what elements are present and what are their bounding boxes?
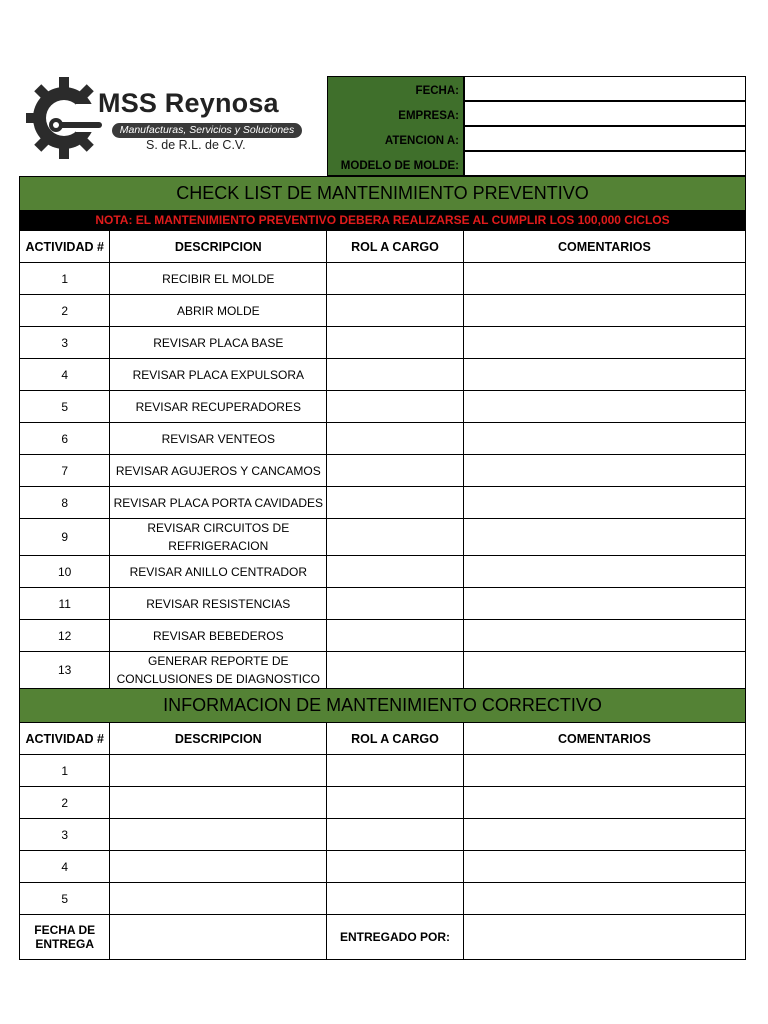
comments-cell[interactable]	[463, 652, 745, 689]
role-cell[interactable]	[327, 588, 464, 620]
delivery-date-label: FECHA DE ENTREGA	[20, 915, 110, 960]
comments-cell[interactable]	[463, 359, 745, 391]
description-cell[interactable]	[110, 819, 327, 851]
activity-description: REVISAR CIRCUITOS DE REFRIGERACION	[110, 519, 327, 556]
activity-description: REVISAR BEBEDEROS	[110, 620, 327, 652]
table-row	[20, 455, 746, 487]
table-row	[20, 327, 746, 359]
header-info-block	[327, 76, 746, 176]
comments-cell[interactable]	[463, 819, 745, 851]
delivery-row	[20, 915, 746, 960]
delivery-date-field[interactable]	[110, 915, 327, 960]
table-row	[20, 851, 746, 883]
activity-description: REVISAR AGUJEROS Y CANCAMOS	[110, 455, 327, 487]
empresa-label: EMPRESA:	[398, 110, 459, 122]
role-cell[interactable]	[327, 787, 464, 819]
comments-cell[interactable]	[463, 556, 745, 588]
role-cell[interactable]	[327, 295, 464, 327]
role-cell[interactable]	[327, 620, 464, 652]
comments-cell[interactable]	[463, 327, 745, 359]
role-cell[interactable]	[327, 327, 464, 359]
activity-description: REVISAR PLACA BASE	[110, 327, 327, 359]
header-labels	[327, 76, 464, 176]
role-cell[interactable]	[327, 851, 464, 883]
activity-description: REVISAR PLACA EXPULSORA	[110, 359, 327, 391]
col-header-rol: ROL A CARGO	[327, 723, 464, 755]
comments-cell[interactable]	[463, 263, 745, 295]
activity-number: 1	[20, 755, 110, 787]
activity-description: REVISAR RECUPERADORES	[110, 391, 327, 423]
table-row	[20, 652, 746, 689]
activity-number: 11	[20, 588, 110, 620]
role-cell[interactable]	[327, 391, 464, 423]
fecha-label: FECHA:	[415, 85, 459, 97]
role-cell[interactable]	[327, 455, 464, 487]
col-header-descripcion: DESCRIPCION	[110, 231, 327, 263]
table-row	[20, 263, 746, 295]
activity-description: REVISAR RESISTENCIAS	[110, 588, 327, 620]
activity-number: 8	[20, 487, 110, 519]
comments-cell[interactable]	[463, 588, 745, 620]
comments-cell[interactable]	[463, 620, 745, 652]
activity-description: ABRIR MOLDE	[110, 295, 327, 327]
fecha-field[interactable]	[464, 76, 746, 101]
table-row	[20, 883, 746, 915]
table-row	[20, 519, 746, 556]
activity-number: 10	[20, 556, 110, 588]
table-row	[20, 787, 746, 819]
preventive-title: CHECK LIST DE MANTENIMIENTO PREVENTIVO	[20, 177, 746, 211]
role-cell[interactable]	[327, 263, 464, 295]
activity-number: 5	[20, 391, 110, 423]
comments-cell[interactable]	[463, 391, 745, 423]
role-cell[interactable]	[327, 359, 464, 391]
activity-number: 13	[20, 652, 110, 689]
activity-description: REVISAR VENTEOS	[110, 423, 327, 455]
table-row	[20, 755, 746, 787]
table-row	[20, 819, 746, 851]
activity-number: 5	[20, 883, 110, 915]
atencion-field[interactable]	[464, 126, 746, 151]
comments-cell[interactable]	[463, 295, 745, 327]
preventive-header-row	[20, 231, 746, 263]
empresa-field[interactable]	[464, 101, 746, 126]
gear-wrench-icon	[26, 74, 106, 164]
description-cell[interactable]	[110, 883, 327, 915]
delivered-by-field[interactable]	[463, 915, 745, 960]
comments-cell[interactable]	[463, 851, 745, 883]
activity-number: 4	[20, 359, 110, 391]
activity-number: 9	[20, 519, 110, 556]
maintenance-checklist-table	[19, 176, 746, 960]
activity-number: 3	[20, 819, 110, 851]
atencion-label: ATENCION A:	[384, 135, 459, 147]
table-row	[20, 391, 746, 423]
role-cell[interactable]	[327, 819, 464, 851]
activity-number: 1	[20, 263, 110, 295]
comments-cell[interactable]	[463, 519, 745, 556]
table-row	[20, 620, 746, 652]
activity-description: RECIBIR EL MOLDE	[110, 263, 327, 295]
table-row	[20, 556, 746, 588]
comments-cell[interactable]	[463, 455, 745, 487]
col-header-comentarios: COMENTARIOS	[463, 723, 745, 755]
role-cell[interactable]	[327, 755, 464, 787]
col-header-actividad: ACTIVIDAD #	[20, 723, 110, 755]
brand-legal-name: S. de R.L. de C.V.	[146, 138, 246, 152]
col-header-actividad: ACTIVIDAD #	[20, 231, 110, 263]
activity-number: 2	[20, 295, 110, 327]
role-cell[interactable]	[327, 519, 464, 556]
activity-number: 4	[20, 851, 110, 883]
activity-number: 2	[20, 787, 110, 819]
comments-cell[interactable]	[463, 423, 745, 455]
table-row	[20, 588, 746, 620]
activity-description: GENERAR REPORTE DE CONCLUSIONES DE DIAGNOSTICO	[110, 652, 327, 689]
brand-tagline: Manufacturas, Servicios y Soluciones	[112, 123, 302, 138]
role-cell[interactable]	[327, 556, 464, 588]
delivered-by-label: ENTREGADO POR:	[327, 915, 464, 960]
description-cell[interactable]	[110, 787, 327, 819]
col-header-rol: ROL A CARGO	[327, 231, 464, 263]
comments-cell[interactable]	[463, 787, 745, 819]
col-header-descripcion: DESCRIPCION	[110, 723, 327, 755]
preventive-note: NOTA: EL MANTENIMIENTO PREVENTIVO DEBERA REALIZARSE AL CUMPLIR LOS 100,000 CICLOS	[20, 211, 746, 231]
company-logo	[26, 74, 316, 164]
role-cell[interactable]	[327, 487, 464, 519]
role-cell[interactable]	[327, 883, 464, 915]
activity-number: 6	[20, 423, 110, 455]
activity-number: 12	[20, 620, 110, 652]
activity-number: 3	[20, 327, 110, 359]
description-cell[interactable]	[110, 851, 327, 883]
corrective-header-row	[20, 723, 746, 755]
table-row	[20, 295, 746, 327]
activity-description: REVISAR ANILLO CENTRADOR	[110, 556, 327, 588]
description-cell[interactable]	[110, 755, 327, 787]
brand-name: MSS Reynosa	[98, 88, 279, 118]
col-header-comentarios: COMENTARIOS	[463, 231, 745, 263]
comments-cell[interactable]	[463, 755, 745, 787]
activity-description: REVISAR PLACA PORTA CAVIDADES	[110, 487, 327, 519]
modelo-molde-label: MODELO DE MOLDE:	[340, 160, 459, 172]
role-cell[interactable]	[327, 423, 464, 455]
table-row	[20, 359, 746, 391]
table-row	[20, 423, 746, 455]
comments-cell[interactable]	[463, 883, 745, 915]
role-cell[interactable]	[327, 652, 464, 689]
corrective-title: INFORMACION DE MANTENIMIENTO CORRECTIVO	[20, 689, 746, 723]
activity-number: 7	[20, 455, 110, 487]
comments-cell[interactable]	[463, 487, 745, 519]
table-row	[20, 487, 746, 519]
modelo-molde-field[interactable]	[464, 151, 746, 176]
